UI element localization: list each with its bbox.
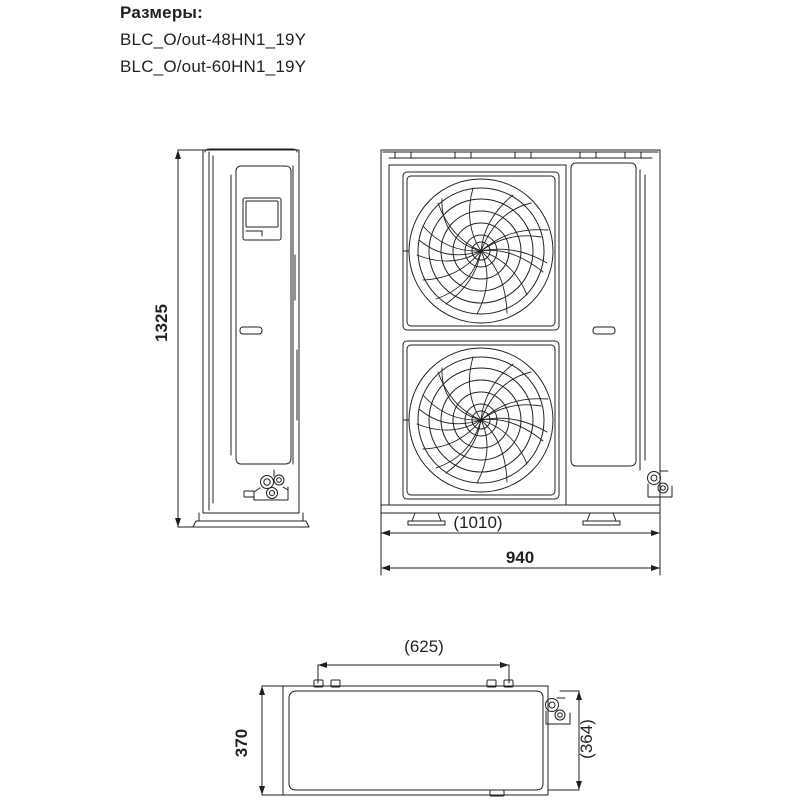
dimension-label-625: (625) — [404, 637, 444, 656]
side-view-valves — [254, 470, 288, 500]
dimension-label-370: 370 — [232, 728, 251, 758]
dimension-depth-625 — [318, 662, 509, 683]
dimension-label-364: (364) — [577, 719, 596, 759]
model-name-2: BLC_O/out-60HN1_19Y — [120, 57, 307, 76]
dimension-label-1010: (1010) — [453, 513, 503, 532]
top-view-geometry — [283, 680, 570, 796]
dimension-label-height: 1325 — [152, 304, 171, 342]
dimension-label-940: 940 — [505, 548, 535, 567]
page-title: Размеры: — [120, 3, 203, 22]
fan-grille-lower — [403, 341, 559, 499]
dimension-370 — [259, 686, 283, 795]
side-view-geometry — [193, 149, 309, 527]
model-name-1: BLC_O/out-48HN1_19Y — [120, 30, 307, 49]
fan-grille-upper — [403, 172, 559, 330]
front-view-feet — [408, 513, 620, 525]
dimension-height-1325 — [175, 150, 203, 527]
front-view-geometry — [381, 150, 672, 525]
top-view-valves — [546, 698, 571, 724]
dimension-width-1010 — [381, 513, 660, 543]
